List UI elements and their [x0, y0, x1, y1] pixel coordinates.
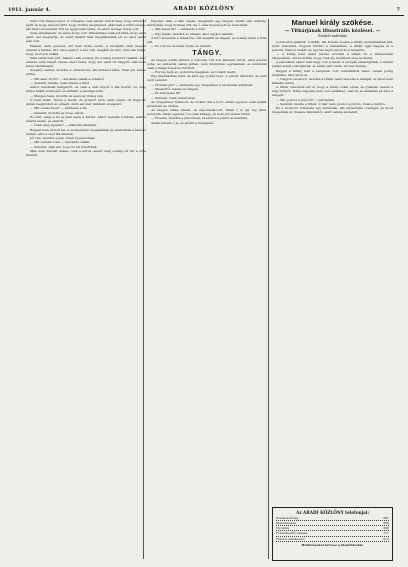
column-3 — [272, 19, 393, 561]
paragraph: — Mit gondol a jövőről? — kérdeztük. — [276, 97, 336, 102]
newspaper-title: ARADI KÖZLÖNY — [173, 6, 235, 12]
column-1 — [26, 19, 146, 561]
paragraph: Jól van, mondta a pap, Isten nyugosztalja. — [30, 135, 96, 140]
paragraph: — Menjen haza, mondta az asszony, hideg van. — [30, 93, 104, 98]
paragraph: — Csak még egyszer! — kiáltotta álmában. — [30, 123, 98, 128]
paragraph: — Furcsa hely ez, gondolta magában, és tovább ment. — [151, 69, 236, 74]
ad-row-label: Kiadóhivatal — [276, 521, 296, 526]
paragraph: Ő nem felelt. Nézte a havat, és gondolt arra, amit régen ott hagyott. Aztán megfordult és elment, mint aki már mindent elvégzett. — [26, 97, 146, 106]
paragraph: Akkor mindenki hallgatott, és csak a szél zúgott a fák között. Az öreg kutya felállt a helyéről és elindult a gazdája után. — [26, 85, 146, 94]
ad-row-value: 298 — [383, 526, 389, 531]
paragraph: — Semmit, felelte a titkár. Ő már nem gondol a jövőre. Csak a múltra. — [276, 101, 386, 106]
paragraph: mint róla világosodott. A vőlegény csak annyit tudott meg, hogy mindent ígért és hogy leszerződött, hogy örökre megmarad, akárcsak a többi szolga, aki nem tud semmit. Ezt az egyet nem tudta, és ezért is nagy dolog volt. — [26, 19, 146, 32]
paragraph: A titkár elmondta azt is, hogy a király sokat olvas, és gyakran beszél a régi időkről. Néha napokig nem szól senkihez, csak ül az ablaknál és nézi a tengert. — [272, 85, 393, 98]
ad-footer: Hirdetéseket felvesz a kiadóhivatal. — [301, 542, 364, 547]
paragraph: — Messziről, felelte az idegen. — [151, 86, 200, 91]
paragraph: Egyszer csak, a falu végén, megjelent egy idegen. Senki sem ismerte. Kérdezték, hogy honnan jött, de ő csak mosolygott és nem felelt. — [147, 19, 267, 28]
paragraph: Hanem, amit gondolt, azt nem tudta senki. A szolgálat után megint elment a faluba. Ott, ahol egykor a kút volt, megállt és várt, mint aki tudja, hogy most jön valaki. — [26, 43, 146, 56]
paragraph: — Fizetek, mondta a pincérnek, és letette a pénzt az asztalra. — [151, 116, 248, 121]
paragraph: Reggel nem ébredt fel. A szomszédok megtalálták és eltemették a temető szélén, ahol a régi fák állanak. — [26, 127, 146, 136]
ad-row-value: 281 — [383, 516, 389, 521]
page-number: 7 — [396, 7, 400, 13]
ad-row-value: 512 — [383, 536, 389, 541]
paragraph: — Semmit, csak azt, hogy itt élt közöttünk. — [30, 144, 98, 149]
paragraph: Egy kávéházban leült, és kért egy pohár bort. A pincér ránézett, de nem szólt semmit. — [147, 74, 267, 83]
paragraph: Aztán kiment ő is, és eltűnt a tömegben. — [151, 120, 215, 125]
ad-row-label: Szerkesztőség — [276, 516, 299, 521]
paragraph: Más nem maradt utána, csak a kutya, amely még sokáig ott ült a sírja mellett. — [26, 148, 146, 157]
paragraph: Az öregember bólintott, és tovább itta a bort. Aztán egyszer csak felállt, és kiment az utcára. — [147, 99, 267, 108]
ad-row-value: 111 — [383, 531, 389, 536]
ad-row-label: Felelős szerkesztő — [276, 536, 305, 541]
paragraph: — Mit akar ön itt? — kérdezte valaki a sötétből. — [30, 76, 105, 81]
ad-row — [276, 537, 389, 542]
paragraph: Ez a szomorú története egy királynak, aki elvesztette országát, és most idegenben él, messze mindentől, amit valaha szeretett. — [272, 106, 393, 115]
paragraph: A palotában ekkor már nagy volt a zavar. A szolgák szaladgáltak, a tisztek parancsokat osztogattak, és senki sem tudta, mi lesz holnap. — [272, 60, 393, 69]
paragraph: Londonból jelentik: A titkár, aki hosszú évekig a király szolgálatában állt, most elmondta, hogyan történt a menekülés. A király éjjel hagyta el a palotát, kíséret nélkül, és egy kis hajón jutott ki a tengerre. — [272, 39, 393, 52]
paragraph: És várt, amíg a hó el nem lepte a kertet. Akkor bement a házba, leült a kályha mellé, és elaludt. — [26, 114, 146, 123]
article-subtitle: — Titkárjának illusztrális közlései. — — [284, 28, 381, 34]
paragraph: Szegény ember, mondta a vénasszony, aki mindezt látta. Nem jön vissza többé. — [26, 68, 146, 77]
paragraph: Az idegen aztán elment a városba. Ott sok mindent látott, amit azelőtt soha. Az emberek sietve jártak, nem köszöntek egymásnak, és mindenki csak a maga dolgával törődött. — [147, 57, 267, 70]
ad-row-label: Főszerkesztő lakása — [276, 531, 308, 536]
paragraph: — Egy házat, mondta az idegen, ahol egykor laktam. — [151, 31, 234, 36]
paragraph: — Mit csinál most? — kérdezte a fiú. — [30, 106, 88, 111]
column-rule — [268, 19, 269, 559]
paragraph: — A király nem akart menni, mondta a titkár, de a miniszterek rábeszélték. Azt mondták, hogy csak így mentheti meg az életét. — [272, 51, 393, 60]
paragraph: — Mit tudunk róla? — kérdezte valaki. — [30, 140, 91, 145]
section-title: TÁNGY. — [192, 49, 222, 57]
paragraph: Az idegen utána nézett, és elgondolkozott. Talán ő is így fog járni, gondolta. Talán egyszer ő is csak kimegy, és nem jön vissza többé. — [147, 108, 267, 117]
paragraph: — Semmit, mondta az öreg, várok. — [30, 110, 85, 115]
paragraph: A bíró elvezette a temetőbe. Ott megállt az idegen, és sokáig nézte a friss sírt. — [147, 35, 267, 44]
column-2 — [147, 19, 267, 561]
article-title: Manuel király szökése. — [291, 18, 374, 27]
paragraph: — Mit keres itt? — kérdezte a bíró. — [151, 27, 206, 32]
ad-row-value: 299 — [383, 521, 389, 526]
paragraph: — Honnan jön? — kérdezte egy öregember a szomszéd asztalnál. — [151, 82, 254, 87]
article-byline: Eredeti tudósítás — [318, 34, 347, 38]
page-header — [4, 4, 404, 16]
paragraph: — Semmit. Csak nézelődöm. — [151, 95, 196, 100]
paragraph: Vára tehát nem jött, hanem csak a hang. Ez a hang mondott valamit, és ő elment, nem nézett vissza, mert tudta, hogy azt, amit ott hagyott, már nem lehet visszakapni. — [26, 56, 146, 69]
ad-title: Az ARADI KÖZLÖNY telefonjai: — [295, 510, 370, 515]
paragraph: — Ez volt az, mondta végül, és elment. — [151, 44, 212, 49]
paragraph: — Semmit, felelte, csak nézem a falut. — [30, 81, 91, 86]
header-date: 1911. január 4. — [8, 7, 51, 13]
telephone-ad-box — [272, 507, 393, 561]
paragraph: Nem emlékszem, de ezzel is így volt. Mindennap csak azt látta, hogy amit ígért, azt megtartja, és ezért kellett neki megmaradnia ott is, ahol senki sem volt. — [26, 31, 146, 44]
ad-row-label: Nyomda — [276, 526, 290, 531]
paragraph: — És mit keres itt? — [151, 91, 181, 96]
paragraph: — Nagyon szomorú, mondta a titkár, mert szerette a hazáját, és most nem láthatja többé. — [272, 76, 393, 85]
paragraph: Reggel a király már a tengeren volt. Gibraltárba ment, onnan pedig Angliába, ahol most él. — [272, 68, 393, 77]
